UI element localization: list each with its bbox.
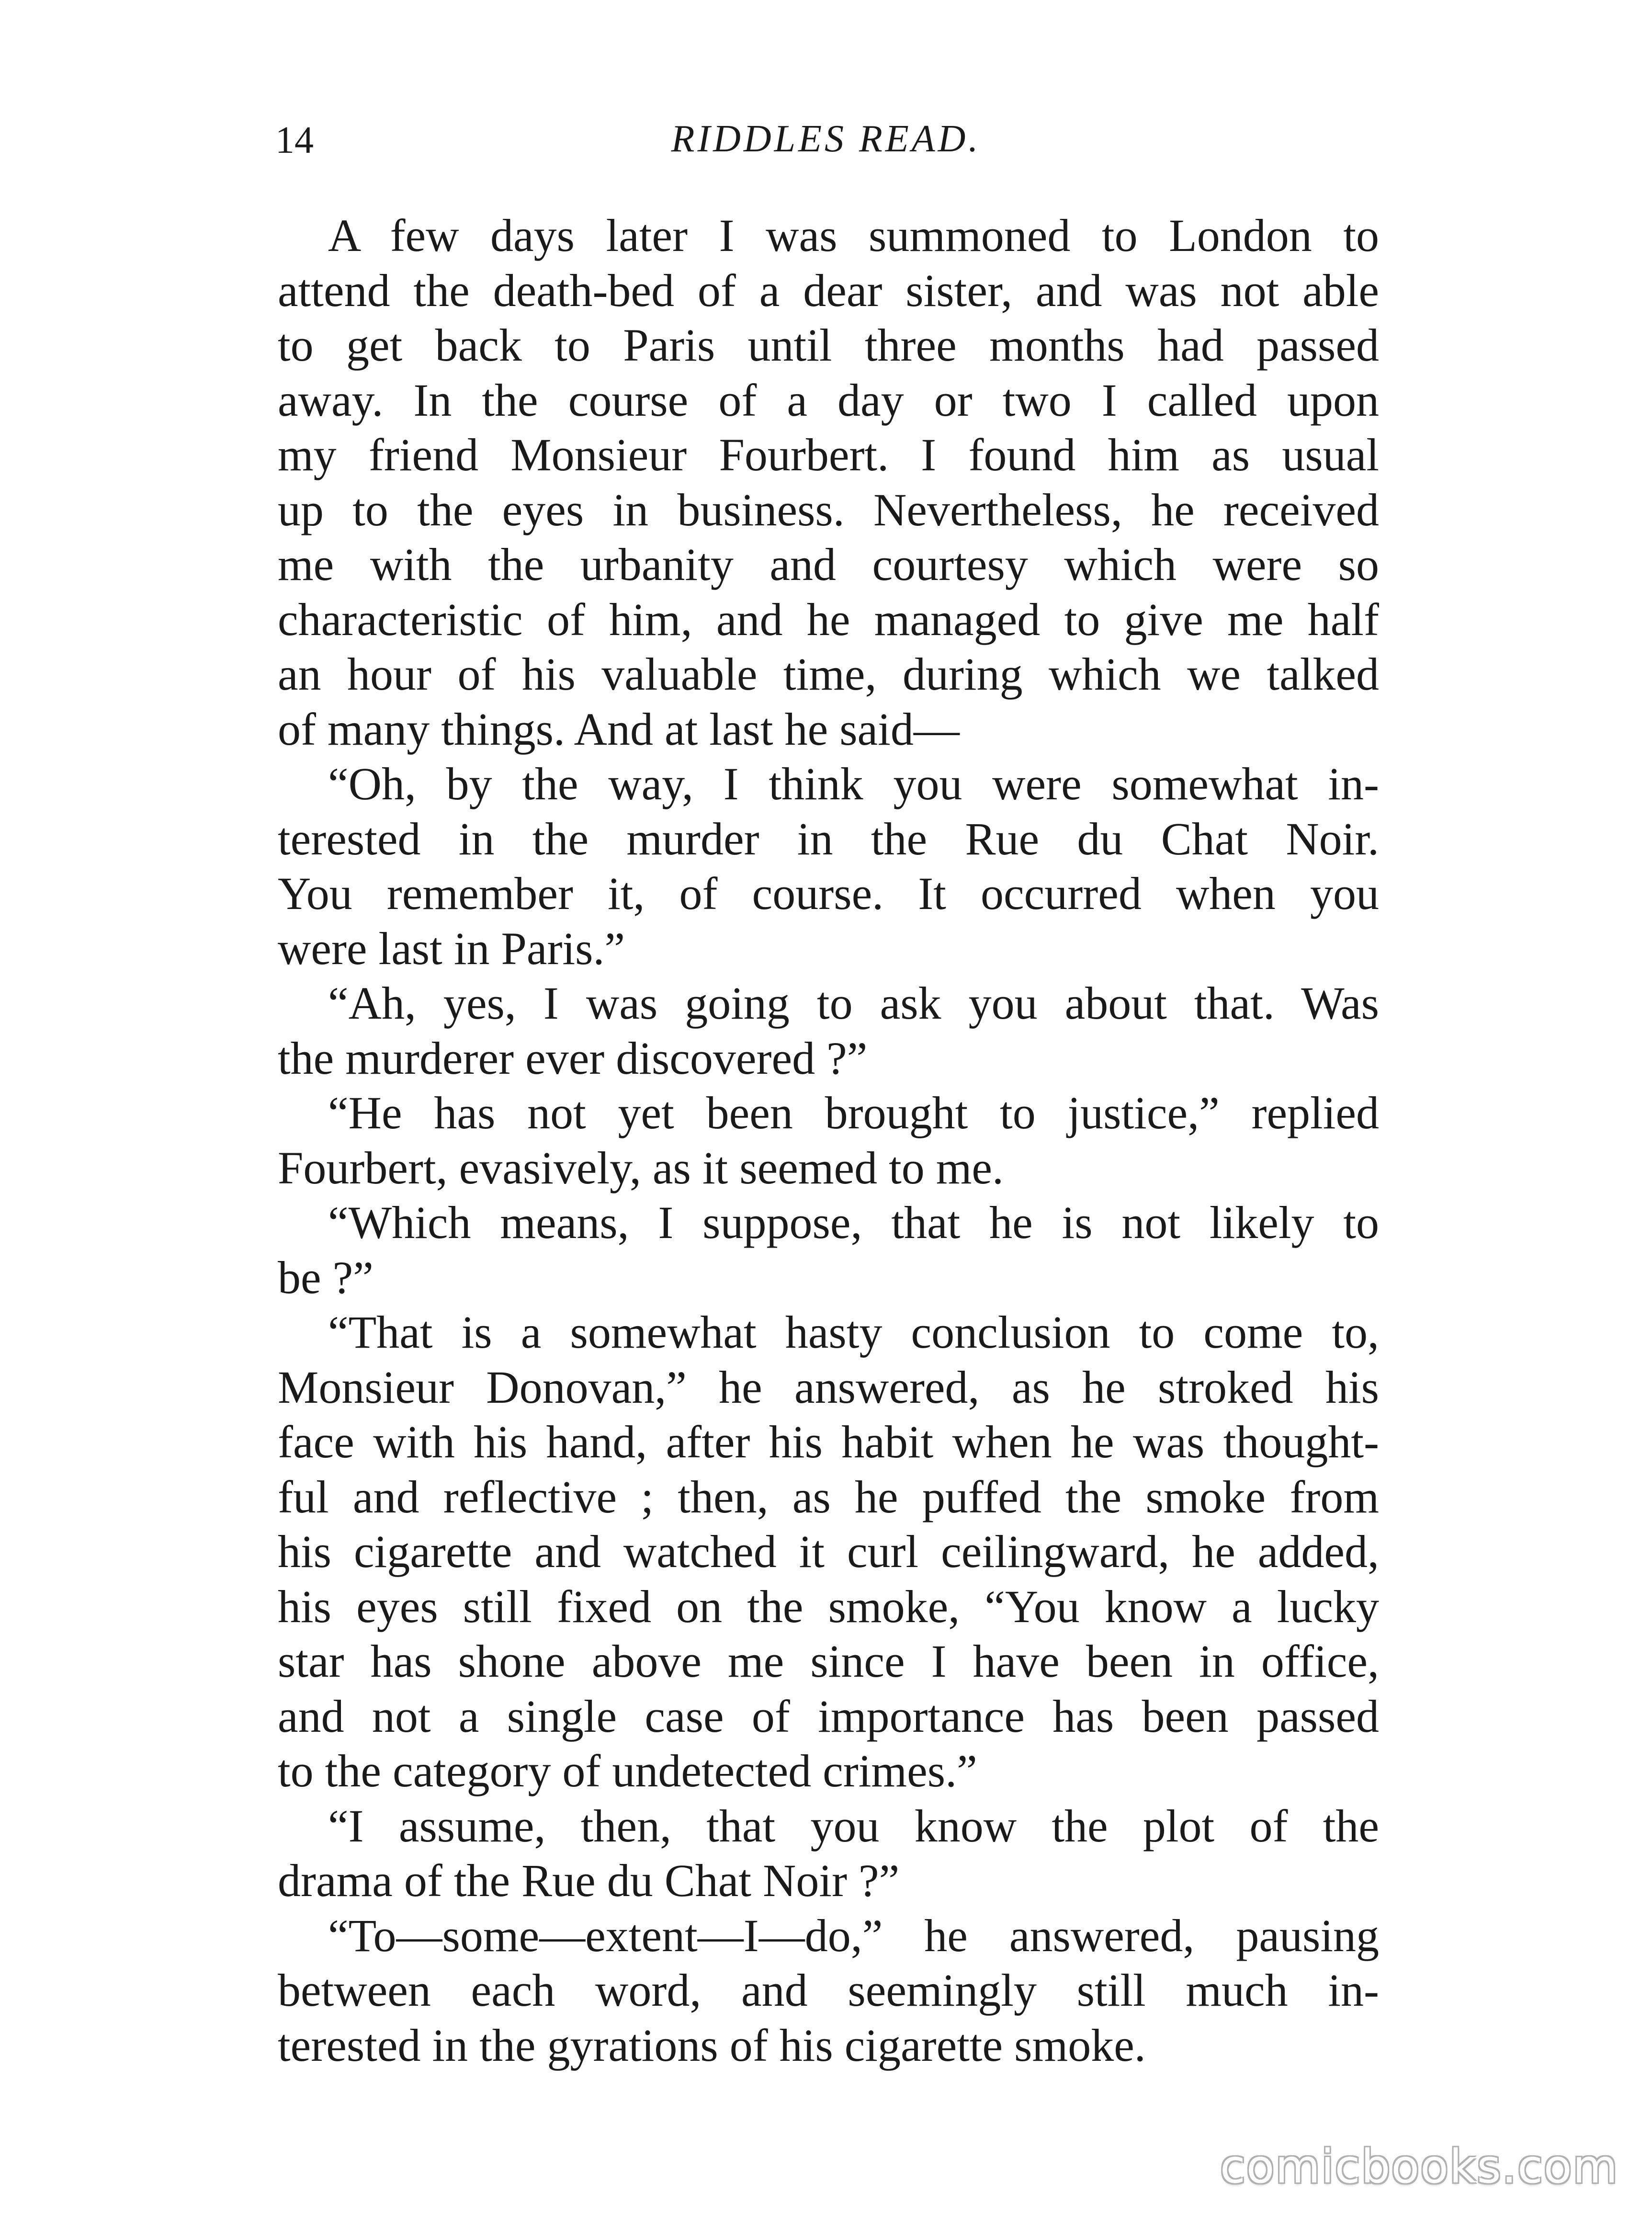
text-line: to get back to Paris until three months had passed bbox=[278, 319, 1379, 371]
text-line: Fourbert, evasively, as it seemed to me. bbox=[278, 1142, 1004, 1193]
text-line: to the category of undetected crimes.” bbox=[278, 1745, 977, 1796]
text-line: between each word, and seemingly still much in- bbox=[278, 1965, 1379, 2016]
text-line: A few days later I was summoned to London to bbox=[328, 210, 1379, 261]
text-line: “Oh, by the way, I think you were somewhat in- bbox=[328, 758, 1379, 809]
text-line: attend the death-bed of a dear sister, and was not able bbox=[278, 264, 1379, 316]
text-line: “I assume, then, that you know the plot of the bbox=[328, 1800, 1379, 1852]
text-line: You remember it, of course. It occurred when you bbox=[278, 868, 1379, 919]
text-line: “To—some—extent—I—do,” he answered, pausing bbox=[328, 1909, 1379, 1961]
text-line: and not a single case of importance has been passed bbox=[278, 1690, 1379, 1742]
text-line: “Ah, yes, I was going to ask you about that. Was bbox=[328, 977, 1379, 1029]
text-line: his cigarette and watched it curl ceilingward, he added, bbox=[278, 1526, 1379, 1577]
text-line: away. In the course of a day or two I called upon bbox=[278, 374, 1379, 426]
text-line: terested in the gyrations of his cigarette smoke. bbox=[278, 2019, 1146, 2071]
text-line: face with his hand, after his habit when he was thought- bbox=[278, 1416, 1379, 1467]
page-number: 14 bbox=[275, 119, 314, 161]
body-text bbox=[278, 208, 1379, 2073]
text-line: of many things. And at last he said— bbox=[278, 703, 960, 755]
text-line: “Which means, I suppose, that he is not likely to bbox=[328, 1197, 1379, 1248]
text-line: the murderer ever discovered ?” bbox=[278, 1032, 868, 1084]
text-line: “He has not yet been brought to justice,” replied bbox=[328, 1087, 1379, 1138]
text-line: terested in the murder in the Rue du Chat Noir. bbox=[278, 813, 1379, 864]
text-line: Monsieur Donovan,” he answered, as he stroked his bbox=[278, 1361, 1379, 1413]
running-head: RIDDLES READ. bbox=[671, 118, 981, 160]
text-line: drama of the Rue du Chat Noir ?” bbox=[278, 1855, 900, 1906]
text-line: his eyes still fixed on the smoke, “You know a lucky bbox=[278, 1580, 1379, 1632]
text-line: an hour of his valuable time, during which we talked bbox=[278, 648, 1379, 700]
text-line: star has shone above me since I have been in office, bbox=[278, 1636, 1379, 1687]
watermark-logo: comicbooks.com bbox=[1220, 2140, 1618, 2193]
text-line: characteristic of him, and he managed to give me half bbox=[278, 593, 1379, 645]
text-line: were last in Paris.” bbox=[278, 922, 625, 974]
text-line: my friend Monsieur Fourbert. I found him as usual bbox=[278, 429, 1379, 480]
text-line: up to the eyes in business. Nevertheless, he received bbox=[278, 484, 1379, 535]
text-line: “That is a somewhat hasty conclusion to come to, bbox=[328, 1307, 1379, 1358]
text-line: me with the urbanity and courtesy which were so bbox=[278, 539, 1379, 590]
text-line: be ?” bbox=[278, 1251, 373, 1303]
text-line: ful and reflective ; then, as he puffed the smoke from bbox=[278, 1471, 1379, 1523]
